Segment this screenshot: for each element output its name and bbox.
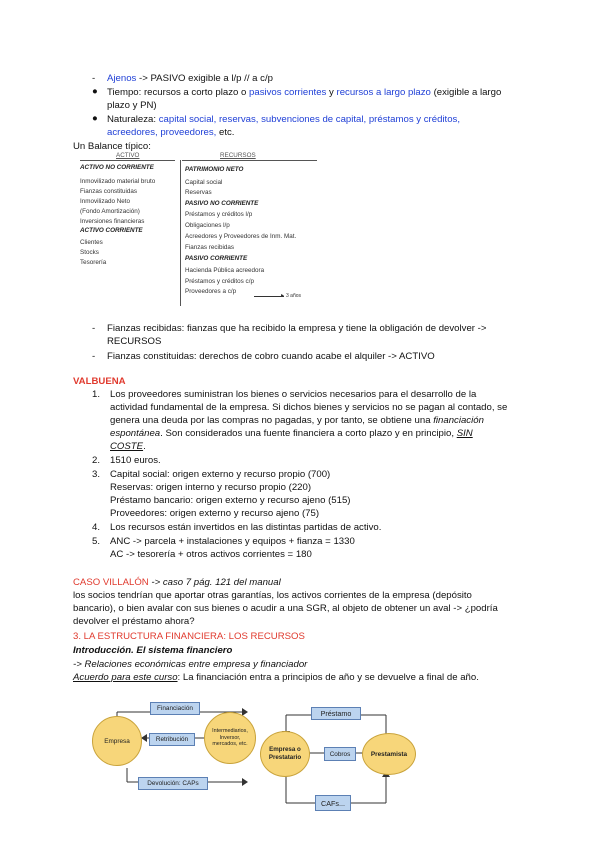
item-1-line-2: actividad fundamental de la empresa. Si dichos bienes y servicios no se pagan al contado, se [110,402,508,413]
diagram-financial-system [92,698,262,790]
activo-item: Inmovilizado Neto [80,198,131,205]
arrow-label: 3 años [286,293,302,299]
tiempo-line [107,87,501,98]
prestamista-node: Prestamista [362,733,416,775]
empresa-prestatario-node: Empresa o Prestatario [260,731,310,777]
tiempo-prefix: Tiempo: recursos a corto plazo o [107,87,247,98]
recursos-item: PASIVO CORRIENTE [185,255,248,262]
section-3-title: 3. LA ESTRUCTURA FINANCIERA: LOS RECURSOS [73,631,305,642]
item-number: 4. [92,522,101,533]
cafs-box: CAFs... [315,795,351,811]
item-1-line-1: Los proveedores suministran los bienes o servicios necesarios para el desarrollo de la [110,389,477,400]
item-5-line-1: ANC -> parcela + instalaciones y equipos + fianza = 1330 [110,536,355,547]
list-dash: - [92,323,96,334]
item-1-coste: COSTE [110,441,144,452]
list-dash: - [92,351,96,362]
item-3-line-1: Capital social: origen externo y recurso propio (700) [110,469,331,480]
caso-line-2: bancario), o bien avalar con sus bienes o acudir a una SGR, al objeto de obtener un aval -> ¿podría [73,603,498,614]
activo-item: Stocks [80,249,99,256]
item-1-line-4 [110,428,473,439]
activo-item: Inmovilizado material bruto [80,178,156,185]
activo-item: ACTIVO CORRIENTE [80,227,143,234]
activo-item: Tesorería [80,259,107,266]
recursos-item: Hacienda Pública acreedora [185,267,265,274]
activo-item: (Fondo Amortización) [80,208,140,215]
empresa-node: Empresa [92,716,142,766]
item-1-line-3-text: genera una deuda por las compras no pagadas, y por tanto, se obtiene una [110,415,431,426]
balance-sheet [80,150,320,308]
activo-item: Clientes [80,239,103,246]
intermediario-node: Intermediarios, Inversor, mercados, etc. [204,712,256,764]
activo-item: ACTIVO NO CORRIENTE [80,164,154,171]
acuerdo-rest: : La financiación entra a principios de año y se devuelve a final de año. [177,672,479,683]
nat-links-2: acreedores, proveedores, [107,127,217,138]
caso-heading [73,577,281,588]
naturaleza-line-2 [107,127,234,138]
item-1-espontanea: espontánea [110,428,161,439]
diagram-loan [256,707,416,811]
divider [182,160,317,161]
recursos-item: PASIVO NO CORRIENTE [185,200,259,207]
item-number: 5. [92,536,101,547]
item-number: 3. [92,469,101,480]
tiempo-link-2: recursos a largo plazo [336,87,431,98]
bullet-icon: ● [92,86,98,97]
caso-line-3: devolver el préstamo ahora? [73,616,195,627]
balance-intro: Un Balance típico: [73,141,151,152]
item-3-line-2: Reservas: origen interno y recurso propio (220) [110,482,312,493]
valbuena-title: VALBUENA [73,376,126,387]
item-1-sin: SIN [456,428,473,439]
divider [80,160,175,161]
caso-ref: -> caso 7 pág. 121 del manual [151,577,281,588]
fianzas-constituidas: Fianzas constituidas: derechos de cobro cuando acabe el alquiler -> ACTIVO [107,351,435,362]
ajenos-rest: -> PASIVO exigible a l/p // a c/p [139,73,273,84]
ajenos-label: Ajenos [107,73,137,84]
retribucion-box: Retribución [149,733,195,746]
item-3-line-4: Proveedores: origen externo y recurso ajeno (75) [110,508,320,519]
item-4-line-1: Los recursos están invertidos en las distintas partidas de activo. [110,522,382,533]
ajenos-line [107,73,273,84]
nat-links-1: capital social, reservas, subvenciones de capital, préstamos y créditos, [158,114,461,125]
nat-suffix: etc. [219,127,235,138]
nat-prefix: Naturaleza: [107,114,157,125]
tiempo-y: y [329,87,334,98]
item-1-line-5 [110,441,146,452]
tiempo-suffix: (exigible a largo [433,87,502,98]
arrow-icon: ▸ [281,293,285,299]
tiempo-line-2: plazo y PN) [107,100,157,111]
recursos-item: Acreedores y Proveedores de Inm. Mat. [185,233,297,240]
recursos-item: PATRIMONIO NETO [185,166,244,173]
fianzas-recibidas: Fianzas recibidas: fianzas que ha recibido la empresa y tiene la obligación de devolver -> [107,323,487,334]
activo-item: Inversiones financieras [80,218,145,225]
recursos-item: Fianzas recibidas [185,244,234,251]
item-1-italic: financiación [433,415,484,426]
item-3-line-3: Préstamo bancario: origen externo y recurso ajeno (515) [110,495,351,506]
acuerdo-label: Acuerdo para este curso [73,672,178,683]
recursos-item: Préstamos y créditos c/p [185,278,254,285]
fianzas-recibidas-2: RECURSOS [107,336,162,347]
section-3-subtitle: Introducción. El sistema financiero [73,645,233,656]
list-dash: - [92,73,96,84]
devolucion-box: Devolución: CAPs [138,777,208,790]
section-3-acuerdo [73,672,479,683]
col-activo: ACTIVO [116,152,140,159]
item-1-line-4-text: . Son considerados una fuente financiera a corto plazo y en principio, [160,428,455,439]
financiacion-box: Financiación [150,702,200,715]
recursos-item: Reservas [185,189,212,196]
recursos-item: Capital social [185,179,223,186]
recursos-item: Préstamos y créditos l/p [185,211,253,218]
item-5-line-2: AC -> tesorería + otros activos corrientes = 180 [110,549,312,560]
recursos-item: Obligaciones l/p [185,222,230,229]
item-number: 1. [92,389,101,400]
caso-title: CASO VILLALÓN [73,577,149,588]
naturaleza-line [107,114,460,125]
item-1-period: . [143,441,146,452]
arrow-line [254,296,284,297]
bullet-icon: ● [92,113,98,124]
col-recursos: RECURSOS [220,152,256,159]
activo-item: Fianzas constituidas [80,188,138,195]
caso-line-1: los socios tendrían que aportar otras garantías, los activos corrientes de la empresa (depósito [73,590,472,601]
tiempo-link-1: pasivos corrientes [249,87,327,98]
divider [180,160,181,306]
item-2-line-1: 1510 euros. [110,455,161,466]
section-3-relaciones: -> Relaciones económicas entre empresa y financiador [73,659,308,670]
prestamo-box: Préstamo [311,707,361,720]
cobros-box: Cobros [324,747,356,761]
item-1-line-3 [110,415,484,426]
recursos-item: Proveedores a c/p [185,288,237,295]
item-number: 2. [92,455,101,466]
